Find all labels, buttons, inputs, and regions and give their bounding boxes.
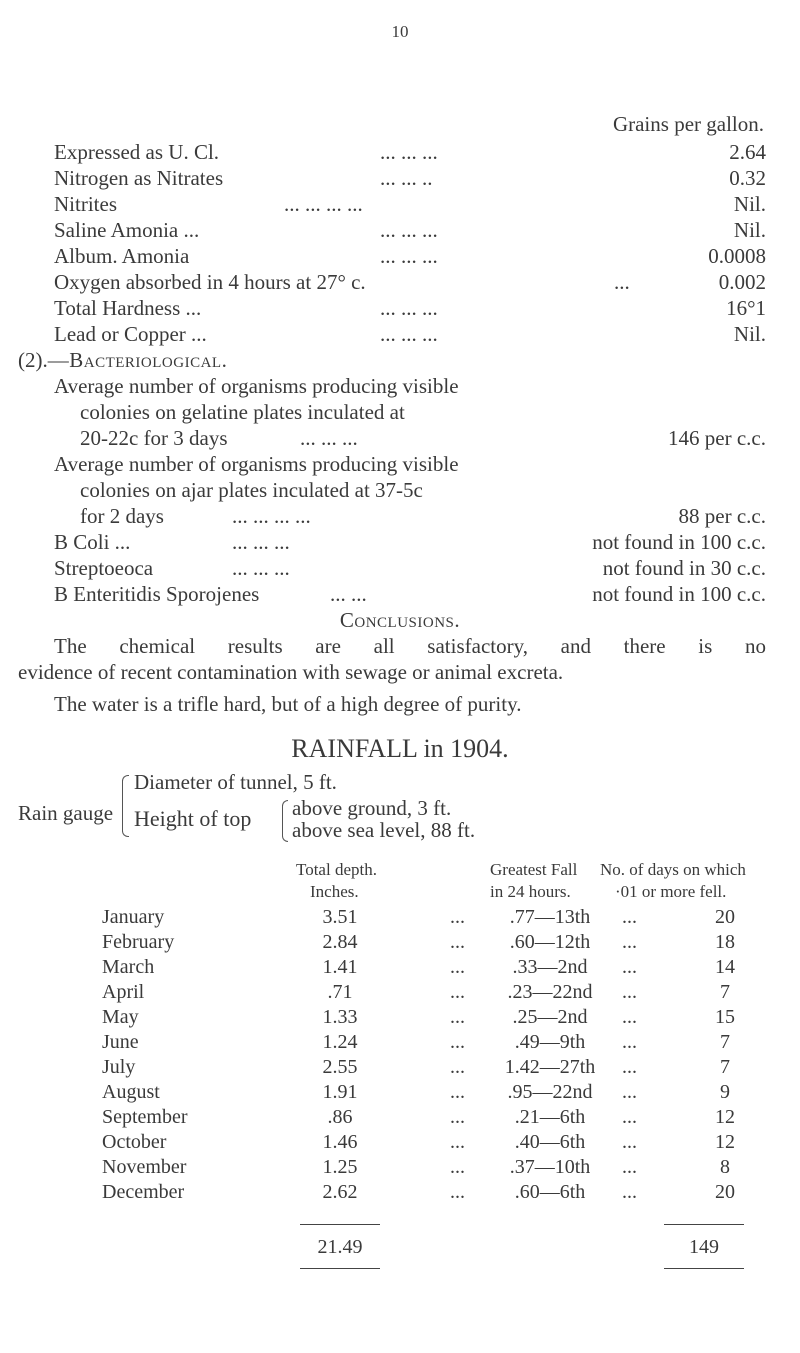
- leader-dots: ... ... ...: [380, 244, 438, 268]
- month-name: May: [102, 1006, 139, 1028]
- total-rule-bottom: [300, 1268, 380, 1269]
- leader-dots: ...: [622, 1106, 637, 1128]
- total-depth-value: 1.25: [322, 1156, 358, 1178]
- chem-value: Nil.: [733, 192, 766, 216]
- month-name: January: [102, 906, 165, 928]
- greatest-fall-value: .40—6th: [514, 1131, 586, 1153]
- total-rule-top: [300, 1224, 380, 1225]
- leader-dots: ...: [450, 1081, 465, 1103]
- greatest-fall-value: .21—6th: [514, 1106, 586, 1128]
- leader-dots: ... ... ... ...: [284, 192, 363, 216]
- total-depth-value: 1.46: [322, 1131, 358, 1153]
- total-depth-value: .86: [327, 1106, 353, 1128]
- col-fall-header-2: in 24 hours.: [490, 882, 571, 901]
- page-number: 10: [391, 22, 409, 41]
- month-name: November: [102, 1156, 187, 1178]
- ajar-line-3: for 2 days: [80, 504, 164, 528]
- leader-dots: ...: [450, 1106, 465, 1128]
- leader-dots: ...: [622, 981, 637, 1003]
- ajar-value: 88 per c.c.: [678, 504, 766, 528]
- days-count-value: 8: [720, 1156, 730, 1178]
- conclusions-line-1: The chemical results are all satisfactory, and there is no: [54, 634, 766, 658]
- heading-text: —Bacteriological.: [47, 348, 228, 372]
- leader-dots: ... ...: [330, 582, 367, 606]
- chem-value: 0.0008: [708, 244, 766, 268]
- chem-row: [54, 244, 766, 270]
- total-depth-value: 2.84: [322, 931, 358, 953]
- leader-dots: ... ... ...: [380, 322, 438, 346]
- chem-row: [54, 166, 766, 192]
- gelatine-line-1: Average number of organisms producing visible: [54, 374, 459, 398]
- month-name: December: [102, 1181, 185, 1203]
- organism-label: B Enteritidis Sporojenes: [54, 582, 260, 606]
- chem-row: [54, 140, 766, 166]
- month-name: April: [102, 981, 145, 1003]
- leader-dots: ...: [622, 1056, 637, 1078]
- chem-label: Oxygen absorbed in 4 hours at 27° c.: [54, 270, 366, 294]
- unit-header: Grains per gallon.: [612, 112, 764, 136]
- organism-value: not found in 30 c.c.: [602, 556, 766, 580]
- total-depth-value: 1.24: [322, 1031, 358, 1053]
- gelatine-line-2: colonies on gelatine plates inculated at: [80, 400, 405, 424]
- days-count-value: 12: [715, 1106, 735, 1128]
- height-label: Height of top: [134, 806, 252, 831]
- leader-dots: ...: [450, 1056, 465, 1078]
- brace-height: [282, 800, 288, 842]
- chem-label: Lead or Copper ...: [54, 322, 207, 346]
- col-depth-header-2: Inches.: [310, 882, 359, 901]
- month-name: June: [102, 1031, 139, 1053]
- leader-dots: ...: [622, 1156, 637, 1178]
- chem-label: Expressed as U. Cl.: [54, 140, 220, 164]
- month-name: August: [102, 1081, 160, 1103]
- chem-label: Total Hardness ...: [54, 296, 202, 320]
- conclusions-heading: Conclusions.: [339, 608, 461, 632]
- brace-left: [122, 775, 129, 837]
- leader-dots: ...: [450, 1006, 465, 1028]
- leader-dots: ... ... ...: [300, 426, 358, 450]
- gelatine-line-3: 20-22c for 3 days: [80, 426, 228, 450]
- col-days-header-1: No. of days on which: [600, 860, 746, 879]
- days-count-value: 7: [720, 1031, 730, 1053]
- days-count-value: 7: [720, 1056, 730, 1078]
- total-depth-value: .71: [327, 981, 353, 1003]
- leader-dots: ...: [622, 1181, 637, 1203]
- rain-gauge-label: Rain gauge: [18, 801, 114, 825]
- days-count-value: 20: [715, 906, 735, 928]
- conclusions-line-3: The water is a trifle hard, but of a high degree of purity.: [54, 692, 522, 716]
- total-depth-value: 1.41: [322, 956, 358, 978]
- organism-label: B Coli ...: [54, 530, 131, 554]
- days-count-value: 18: [715, 931, 735, 953]
- bacteriological-heading: [18, 348, 227, 373]
- chem-row: [54, 270, 766, 296]
- total-days: 149: [689, 1236, 719, 1258]
- leader-dots: ... ... ...: [380, 218, 438, 242]
- greatest-fall-value: .49—9th: [514, 1031, 586, 1053]
- chem-value: 2.64: [729, 140, 766, 164]
- total-depth-value: 2.62: [322, 1181, 358, 1203]
- leader-dots: ... ... ...: [232, 530, 290, 554]
- col-fall-header-1: Greatest Fall: [490, 860, 578, 879]
- organism-label: Streptoeoca: [54, 556, 154, 580]
- leader-dots: ...: [450, 1131, 465, 1153]
- leader-dots: ...: [450, 956, 465, 978]
- chem-value: Nil.: [733, 322, 766, 346]
- days-count-value: 15: [715, 1006, 735, 1028]
- days-count-value: 12: [715, 1131, 735, 1153]
- leader-dots: ... ... ... ...: [232, 504, 311, 528]
- leader-dots: ... ... ..: [380, 166, 433, 190]
- col-days-header-2: ·01 or more fell.: [615, 882, 727, 901]
- greatest-fall-value: .95—22nd: [507, 1081, 593, 1103]
- organism-value: not found in 100 c.c.: [592, 530, 766, 554]
- total-rule-bottom: [664, 1268, 744, 1269]
- leader-dots: ...: [450, 931, 465, 953]
- leader-dots: ...: [622, 1081, 637, 1103]
- chem-label: Saline Amonia ...: [54, 218, 200, 242]
- ajar-line-2: colonies on ajar plates inculated at 37-5c: [80, 478, 423, 502]
- chem-row: [54, 218, 766, 244]
- ajar-line-1: Average number of organisms producing visible: [54, 452, 459, 476]
- leader-dots: ...: [622, 1006, 637, 1028]
- total-depth-value: 3.51: [322, 906, 358, 928]
- chem-label: Nitrogen as Nitrates: [54, 166, 224, 190]
- total-rule-top: [664, 1224, 744, 1225]
- leader-dots: ...: [450, 1031, 465, 1053]
- total-depth-value: 1.91: [322, 1081, 358, 1103]
- chem-row: [54, 296, 766, 322]
- conclusions-line-2: evidence of recent contamination with sewage or animal excreta.: [18, 660, 564, 684]
- leader-dots: ...: [622, 931, 637, 953]
- greatest-fall-value: .60—6th: [514, 1181, 586, 1203]
- total-depth-value: 1.33: [322, 1006, 358, 1028]
- month-name: March: [102, 956, 155, 978]
- total-depth: 21.49: [317, 1236, 363, 1258]
- organism-value: not found in 100 c.c.: [592, 582, 766, 606]
- above-ground: above ground, 3 ft.: [292, 796, 452, 820]
- leader-dots: ...: [450, 906, 465, 928]
- days-count-value: 9: [720, 1081, 730, 1103]
- leader-dots: ... ... ...: [380, 140, 438, 164]
- leader-dots: ...: [450, 981, 465, 1003]
- month-name: September: [102, 1106, 188, 1128]
- leader-dots: ...: [622, 1031, 637, 1053]
- days-count-value: 20: [715, 1181, 735, 1203]
- leader-dots: ...: [622, 956, 637, 978]
- chem-row: [54, 192, 766, 218]
- greatest-fall-value: .23—22nd: [507, 981, 593, 1003]
- greatest-fall-value: .60—12th: [509, 931, 591, 953]
- total-depth-value: 2.55: [322, 1056, 358, 1078]
- chem-value: 0.002: [718, 270, 766, 294]
- chem-value: 16°1: [726, 296, 766, 320]
- col-depth-header-1: Total depth.: [296, 860, 377, 879]
- greatest-fall-value: .77—13th: [509, 906, 591, 928]
- leader-dots: ...: [622, 906, 637, 928]
- chem-value: 0.32: [729, 166, 766, 190]
- month-name: October: [102, 1131, 167, 1153]
- leader-dots: ...: [614, 270, 630, 294]
- heading-number: (2).: [18, 348, 48, 372]
- chem-row: [54, 322, 766, 348]
- greatest-fall-value: .25—2nd: [512, 1006, 588, 1028]
- rainfall-title: RAINFALL in 1904.: [291, 734, 509, 763]
- chem-label: Nitrites: [54, 192, 117, 216]
- leader-dots: ...: [450, 1156, 465, 1178]
- greatest-fall-value: .33—2nd: [512, 956, 588, 978]
- leader-dots: ...: [450, 1181, 465, 1203]
- days-count-value: 14: [715, 956, 735, 978]
- greatest-fall-value: 1.42—27th: [504, 1056, 596, 1078]
- month-name: February: [102, 931, 175, 953]
- greatest-fall-value: .37—10th: [509, 1156, 591, 1178]
- gelatine-value: 146 per c.c.: [668, 426, 766, 450]
- days-count-value: 7: [720, 981, 730, 1003]
- month-name: July: [102, 1056, 136, 1078]
- chem-label: Album. Amonia: [54, 244, 190, 268]
- leader-dots: ...: [622, 1131, 637, 1153]
- chem-value: Nil.: [733, 218, 766, 242]
- diameter-text: Diameter of tunnel, 5 ft.: [134, 770, 337, 794]
- leader-dots: ... ... ...: [232, 556, 290, 580]
- leader-dots: ... ... ...: [380, 296, 438, 320]
- above-sea: above sea level, 88 ft.: [292, 818, 476, 842]
